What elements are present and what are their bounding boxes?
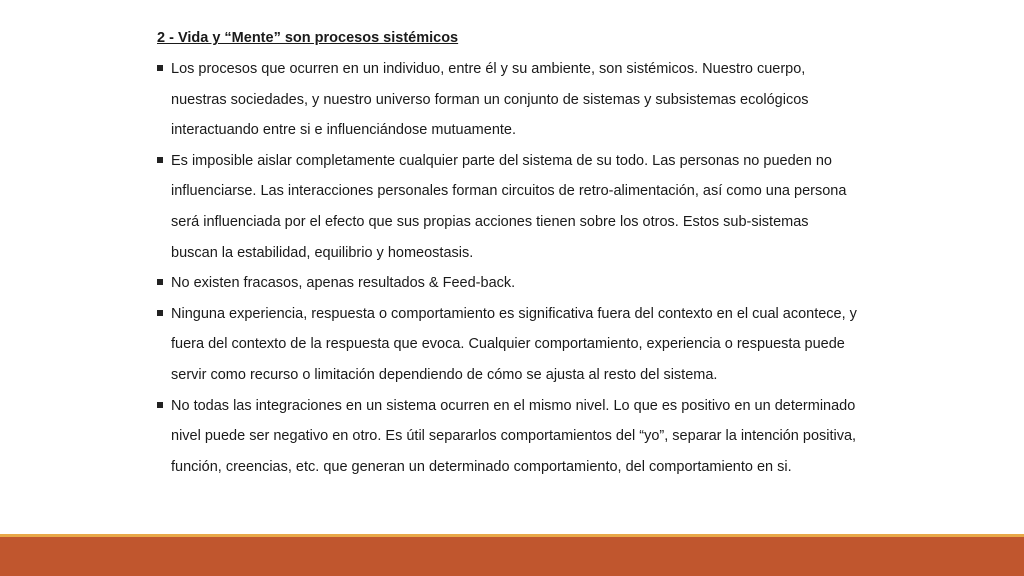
bullet-item [157, 268, 857, 299]
bullet-text: No existen fracasos, apenas resultados & Feed-back. [171, 275, 516, 292]
square-bullet-icon [157, 65, 163, 71]
bullet-text: Ninguna experiencia, respuesta o comportamiento es significativa fuera del contexto en el cual acontece, y fuera del contexto de la respuesta que evoca. Cualquier comportamiento, experiencia o respuesta puede servir como recurso o limitación dependiendo de cómo se ajusta al resto del sistema. [171, 305, 857, 383]
bullet-list [157, 54, 857, 482]
bullet-item [157, 146, 857, 268]
bullet-text: Los procesos que ocurren en un individuo, entre él y su ambiente, son sistémicos. Nuestro cuerpo, nuestras sociedades, y nuestro universo forman un conjunto de sistemas y subsistemas ecológicos interactuando entre si e influenciándose mutuamente. [171, 61, 809, 139]
bullet-item [157, 54, 857, 146]
bullet-item [157, 299, 857, 391]
bullet-item [157, 391, 857, 483]
square-bullet-icon [157, 157, 163, 163]
slide-content [157, 24, 857, 482]
footer-bar [0, 537, 1024, 576]
square-bullet-icon [157, 402, 163, 408]
square-bullet-icon [157, 310, 163, 316]
bullet-text: Es imposible aislar completamente cualquier parte del sistema de su todo. Las personas no pueden no influenciarse. Las interacciones personales forman circuitos de retro-alimentación, así como una persona será influenciada por el efecto que sus propias acciones tienen sobre los otros. Estos sub-sistemas buscan la estabilidad, equilibrio y homeostasis. [171, 152, 847, 261]
square-bullet-icon [157, 279, 163, 285]
slide-heading: 2 - Vida y “Mente” son procesos sistémicos [157, 30, 459, 46]
bullet-text: No todas las integraciones en un sistema ocurren en el mismo nivel. Lo que es positivo en un determinado nivel puede ser negativo en otro. Es útil separarlos comportamientos del “yo”, separar la intención positiva, función, creencias, etc. que generan un determinado comportamiento, del comportamiento en si. [171, 397, 857, 475]
